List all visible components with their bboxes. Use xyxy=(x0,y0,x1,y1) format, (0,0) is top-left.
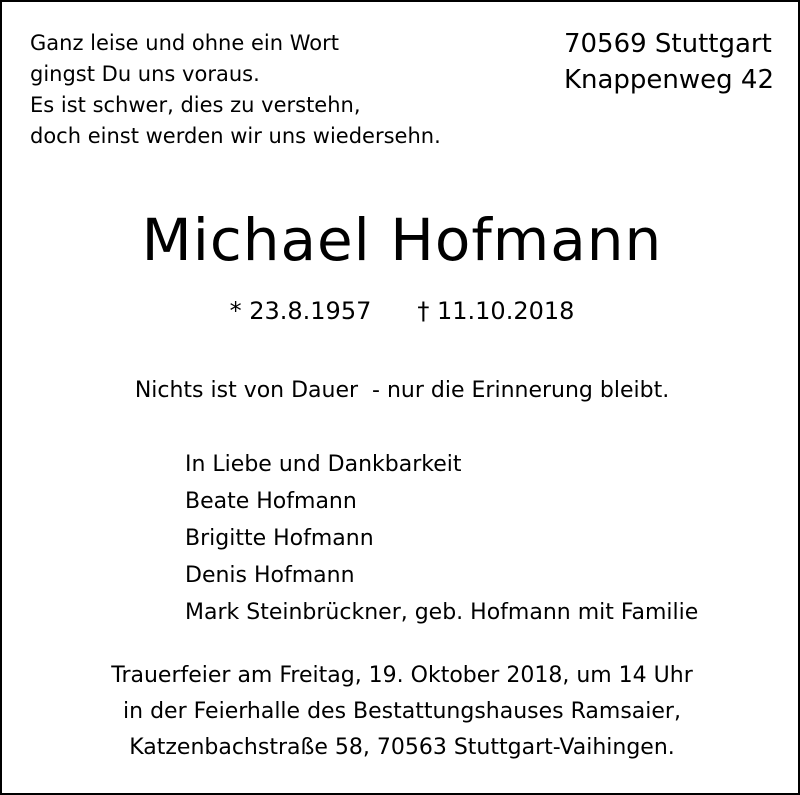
address-city: 70569 Stuttgart xyxy=(563,29,772,59)
ceremony-line: Trauerfeier am Freitag, 19. Oktober 2018, um 14 Uhr xyxy=(111,663,693,688)
mourners-list xyxy=(185,446,698,631)
address xyxy=(564,26,774,98)
deceased-name: Michael Hofmann xyxy=(141,206,663,274)
mourner-name: Denis Hofmann xyxy=(185,563,355,588)
poem-line: gingst Du uns voraus. xyxy=(30,62,260,86)
mourners-intro: In Liebe und Dankbarkeit xyxy=(185,452,462,477)
life-dates xyxy=(2,294,800,328)
death-date: † 11.10.2018 xyxy=(417,297,575,325)
poem-line: Ganz leise und ohne ein Wort xyxy=(30,31,339,55)
ceremony-line: in der Feierhalle des Bestattungshauses Ramsaier, xyxy=(123,699,681,724)
poem-line: doch einst werden wir uns wiedersehn. xyxy=(30,124,441,148)
mourner-name: Brigitte Hofmann xyxy=(185,526,374,551)
mourner-name: Mark Steinbrückner, geb. Hofmann mit Familie xyxy=(185,600,699,625)
poem-line: Es ist schwer, dies zu verstehn, xyxy=(30,93,361,117)
ceremony-line: Katzenbachstraße 58, 70563 Stuttgart-Vaihingen. xyxy=(129,735,675,760)
mourner-name: Beate Hofmann xyxy=(185,489,357,514)
address-street: Knappenweg 42 xyxy=(563,65,774,95)
poem xyxy=(30,28,441,152)
birth-date: * 23.8.1957 xyxy=(229,297,372,325)
funeral-ceremony-info xyxy=(2,658,800,766)
motto: Nichts ist von Dauer - nur die Erinnerung bleibt. xyxy=(134,378,670,403)
